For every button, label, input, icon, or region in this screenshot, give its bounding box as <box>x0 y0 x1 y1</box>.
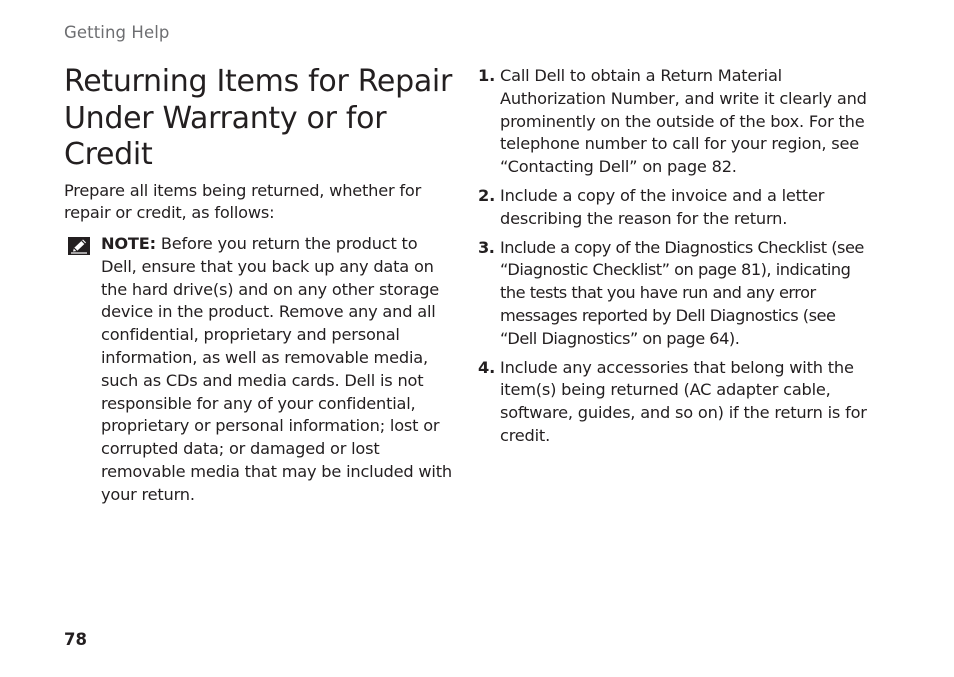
step-text: Include a copy of the Diagnostics Checklist (see “Diagnostic Checklist” on page 81), indicating the tests that you have run and any error messages reported by Dell Diagnostics (see “Dell Diagnostics” on page 64). <box>500 237 864 348</box>
step-number: 1. <box>478 66 496 85</box>
step-number: 3. <box>478 237 495 257</box>
note-block <box>64 233 454 507</box>
list-item <box>478 65 868 179</box>
list-item <box>478 357 868 448</box>
running-header: Getting Help <box>64 23 170 42</box>
step-text: Call Dell to obtain a Return Material Authorization Number, and write it clearly and prominently on the outside of the box. For the telephone number to call for your region, see “Contacting Dell” on page 82. <box>500 66 867 177</box>
step-number: 4. <box>478 357 496 377</box>
step-number: 2. <box>478 185 496 205</box>
intro-paragraph: Prepare all items being returned, whether for repair or credit, as follows: <box>64 180 422 223</box>
page-number: 78 <box>64 630 87 649</box>
note-label: NOTE: <box>101 234 156 254</box>
step-text: Include a copy of the invoice and a letter describing the reason for the return. <box>500 185 825 228</box>
page-title: Returning Items for Repair Under Warranty or for Credit <box>64 64 452 172</box>
note-text: Before you return the product to Dell, ensure that you back up any data on the hard drive(s) and on any other storage device in the product. Remove any and all confidential, proprietary and personal information, as well as removable media, such as CDs and media cards. Dell is not responsible for any of your confidential, proprietary or personal information; lost or corrupted data; or damaged or lost removable media that may be included with your return. <box>101 234 452 504</box>
list-item <box>478 237 868 351</box>
step-text: Include any accessories that belong with the item(s) being returned (AC adapter cable, software, guides, and so on) if the return is for credit. <box>500 357 867 445</box>
left-column <box>64 64 454 507</box>
steps-list <box>478 65 868 454</box>
list-item <box>478 185 868 231</box>
pencil-note-icon <box>68 237 90 255</box>
